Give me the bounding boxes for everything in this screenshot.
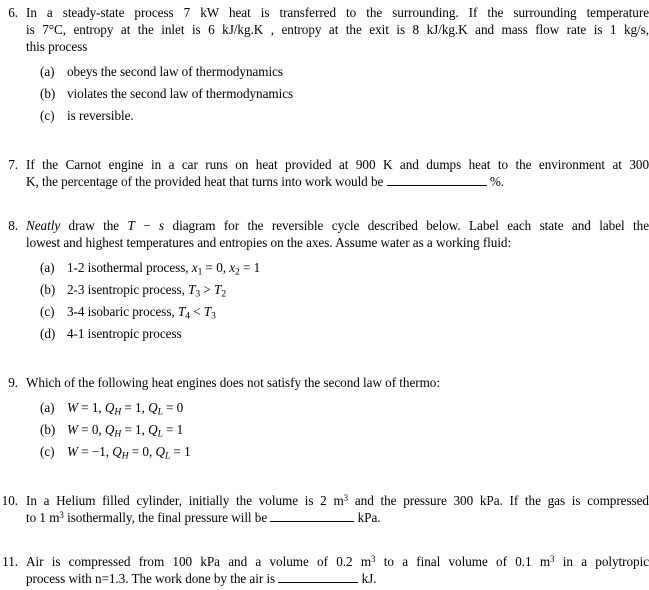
superscript: 3: [59, 509, 64, 520]
text-run: >: [200, 282, 215, 297]
question-content: [26, 156, 649, 190]
text-run: draw the: [60, 218, 128, 233]
question-content: [26, 4, 649, 129]
text-run: diagram for the reversible cycle described below. Label each state and label the: [164, 218, 649, 233]
text-run: violates the second law of thermodynamics: [67, 86, 294, 101]
math-var: Q: [104, 400, 115, 415]
options-list: [40, 399, 649, 460]
text-run: Which of the following heat engines does not satisfy the second law of thermo:: [26, 375, 440, 390]
question-text-line: [26, 38, 649, 55]
text-run: <: [189, 304, 204, 319]
text-run: 3-4 isobaric process,: [67, 304, 178, 319]
text-run: and the pressure 300 kPa. If the gas is compressed: [348, 493, 649, 508]
option-label: (d): [40, 326, 56, 341]
question-number: 10.: [1, 493, 18, 508]
question-content: [26, 492, 649, 526]
math-var: Q: [104, 422, 115, 437]
option-text: [67, 85, 649, 102]
answer-blank: [278, 571, 358, 583]
question-text-line: [26, 570, 649, 587]
option-label: (a): [40, 260, 55, 275]
text-run: Air is compressed from 100 kPa and a volume of 0.2 m: [26, 554, 372, 569]
text-run: = 0,: [77, 422, 105, 437]
question-text-line: [26, 553, 649, 570]
option-item: [40, 325, 649, 342]
text-run: %.: [486, 174, 505, 189]
math-var: T: [203, 304, 212, 319]
text-run: 4-1 isentropic process: [67, 326, 182, 341]
question-list: [0, 4, 649, 587]
answer-blank: [270, 510, 354, 522]
subscript: 1: [197, 267, 203, 278]
text-run: 1-2 isothermal process,: [67, 260, 192, 275]
question-item: [0, 553, 649, 587]
option-item: [40, 421, 649, 438]
text-run: to a final volume of 0.1 m: [375, 554, 551, 569]
question-number: 8.: [8, 218, 18, 233]
option-item: [40, 107, 649, 124]
text-run: kJ.: [358, 571, 377, 586]
option-text: [67, 399, 649, 416]
math-var: Neatly: [26, 218, 61, 233]
text-run: = 0,: [128, 444, 156, 459]
math-var: x: [191, 260, 198, 275]
question-number: 11.: [2, 554, 18, 569]
text-run: is reversible.: [67, 108, 134, 123]
text-run: to 1 m: [26, 510, 60, 525]
question-text-line: [26, 21, 649, 38]
math-var: T: [127, 218, 135, 233]
question-text-line: [26, 492, 649, 509]
math-var: Q: [148, 400, 158, 415]
question-content: [26, 374, 649, 465]
option-text: [67, 443, 649, 460]
option-text: [67, 259, 649, 276]
text-run: isothermally, the final pressure will be: [63, 510, 271, 525]
subscript: 4: [185, 311, 190, 322]
subscript: 2: [221, 289, 227, 300]
option-label: (b): [40, 86, 56, 101]
text-run: K, the percentage of the provided heat that turns into work would be: [26, 174, 387, 189]
math-var: T: [177, 304, 186, 319]
math-var: Q: [148, 422, 158, 437]
question-text-line: [26, 374, 649, 391]
text-run: kPa.: [354, 510, 381, 525]
math-var: T: [188, 282, 196, 297]
question-item: [0, 4, 649, 129]
subscript: 3: [211, 311, 216, 322]
option-item: [40, 443, 649, 460]
subscript: 2: [235, 267, 240, 278]
question-text-line: [26, 234, 649, 251]
option-label: (b): [40, 422, 56, 437]
math-var: T: [214, 282, 222, 297]
question-item: [0, 156, 649, 190]
question-item: [0, 217, 649, 347]
option-text: [67, 421, 649, 438]
question-item: [0, 374, 649, 465]
question-text-line: [26, 217, 649, 234]
subscript: H: [114, 407, 122, 418]
text-run: In a Helium filled cylinder, initially the volume is 2 m: [26, 493, 344, 508]
text-run: = 1: [239, 260, 261, 275]
question-content: [26, 217, 649, 347]
question-text-line: [26, 509, 649, 526]
option-item: [40, 85, 649, 102]
text-run: = 1: [170, 444, 191, 459]
math-var: W: [67, 422, 78, 437]
subscript: H: [114, 429, 122, 440]
option-label: (c): [40, 444, 55, 459]
math-var: W: [67, 400, 78, 415]
question-number: 7.: [8, 157, 18, 172]
text-run: = 1,: [77, 400, 105, 415]
text-run: In a steady-state process 7 kW heat is transferred to the surrounding. If the surrounding temperature: [26, 5, 649, 20]
option-label: (b): [40, 282, 56, 297]
subscript: L: [157, 407, 163, 418]
text-run: lowest and highest temperatures and entropies on the axes. Assume water as a working fluid:: [26, 235, 512, 250]
question-content: [26, 553, 649, 587]
math-var: x: [229, 260, 236, 275]
option-text: [67, 303, 649, 320]
option-text: [67, 281, 649, 298]
text-run: = 1: [162, 422, 184, 437]
option-item: [40, 281, 649, 298]
text-run: If the Carnot engine in a car runs on heat provided at 900 K and dumps heat to the environment at 300: [26, 157, 649, 172]
text-run: = 0,: [202, 260, 230, 275]
text-run: 2-3 isentropic process,: [67, 282, 189, 297]
text-run: this process: [26, 39, 88, 54]
question-text-line: [26, 173, 649, 190]
text-run: = −1,: [77, 444, 113, 459]
option-text: [67, 107, 649, 124]
question-number: 6.: [8, 5, 18, 20]
math-var: Q: [112, 444, 122, 459]
math-var: s: [159, 218, 165, 233]
option-item: [40, 303, 649, 320]
option-item: [40, 63, 649, 80]
text-run: = 1,: [121, 400, 149, 415]
options-list: [40, 63, 649, 124]
text-run: −: [134, 218, 160, 233]
text-run: process with n=1.3. The work done by the air is: [26, 571, 279, 586]
option-label: (a): [40, 400, 55, 415]
text-run: obeys the second law of thermodynamics: [67, 64, 284, 79]
answer-blank: [387, 174, 487, 186]
question-text-line: [26, 156, 649, 173]
options-list: [40, 259, 649, 342]
superscript: 3: [550, 553, 555, 564]
text-run: = 0: [162, 400, 184, 415]
question-text-line: [26, 4, 649, 21]
option-label: (a): [40, 64, 55, 79]
option-text: [67, 63, 649, 80]
subscript: L: [157, 429, 163, 440]
subscript: H: [121, 451, 129, 462]
superscript: 3: [343, 492, 349, 503]
question-number: 9.: [8, 375, 18, 390]
math-var: Q: [155, 444, 165, 459]
math-var: W: [67, 444, 78, 459]
option-label: (c): [40, 304, 55, 319]
text-run: in a polytropic: [554, 554, 649, 569]
option-text: [67, 325, 649, 342]
text-run: is 7°C, entropy at the inlet is 6 kJ/kg.K , entropy at the exit is 8 kJ/kg.K and mass flow rate is 1 kg/s,: [26, 22, 649, 37]
subscript: 3: [195, 289, 201, 300]
option-label: (c): [40, 108, 55, 123]
option-item: [40, 399, 649, 416]
question-item: [0, 492, 649, 526]
subscript: L: [164, 451, 171, 462]
superscript: 3: [371, 553, 376, 564]
text-run: = 1,: [121, 422, 149, 437]
option-item: [40, 259, 649, 276]
